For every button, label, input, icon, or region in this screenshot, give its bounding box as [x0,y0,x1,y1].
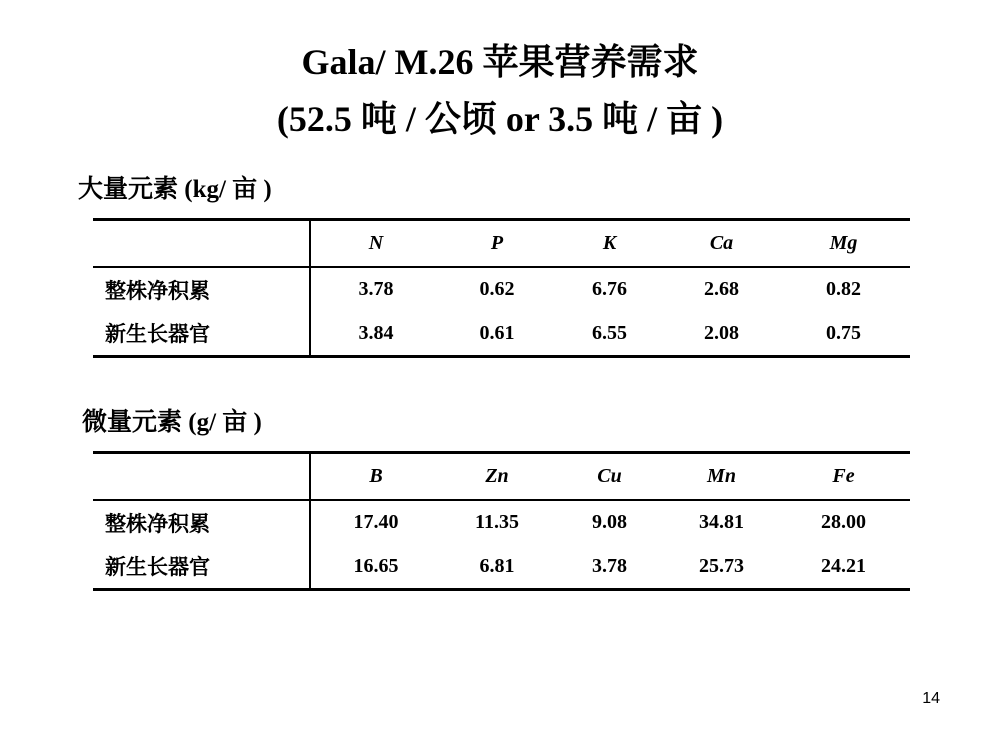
column-header: B [369,464,383,487]
table-row [93,545,910,590]
micro-section-heading: 微量元素 (g/ 亩 ) [82,409,262,436]
table-cell: 6.76 [592,278,627,300]
table-cell: 3.78 [592,554,627,577]
macro-nutrient-table [93,218,910,358]
table-cell: 25.73 [699,554,744,577]
table-header-row [93,220,910,267]
column-header: Mn [707,464,736,487]
row-label: 整株净积累 [93,267,310,312]
column-header: N [368,231,384,254]
table-cell: 2.08 [704,321,739,344]
table-cell: 11.35 [475,511,519,533]
table-cell: 3.78 [358,278,394,300]
table-cell: 6.55 [592,321,627,344]
macro-section-heading: 大量元素 (kg/ 亩 ) [78,176,272,203]
column-header: Fe [832,464,855,487]
table-cell: 28.00 [821,511,866,533]
table-header-row [93,453,910,500]
header-empty-cell [93,453,310,500]
table-cell: 17.40 [353,511,399,533]
column-header: Mg [829,231,858,254]
table-cell: 6.81 [479,554,515,577]
table-row [93,267,910,312]
header-empty-cell [93,220,310,267]
column-header: K [602,231,617,254]
table-cell: 0.82 [826,278,861,300]
row-label: 新生长器官 [93,312,310,357]
table-cell: 24.21 [821,554,866,577]
table-row [93,500,910,545]
table-cell: 0.62 [479,278,515,300]
column-header: Zn [485,464,509,487]
column-header: Cu [597,464,622,487]
row-label: 整株净积累 [93,500,310,545]
table-cell: 9.08 [592,511,627,533]
table-cell: 2.68 [704,278,739,300]
table-cell: 3.84 [358,321,394,344]
page-number: 14 [922,690,940,707]
table-cell: 16.65 [353,554,399,577]
table-cell: 34.81 [699,511,744,533]
table-cell: 0.61 [479,321,515,344]
slide-title-line2: (52.5 吨 / 公顷 or 3.5 吨 / 亩 ) [276,99,724,139]
column-header: P [490,231,504,254]
table-row [93,312,910,357]
slide-title-line1: Gala/ M.26 苹果营养需求 [301,42,699,82]
micro-nutrient-table [93,451,910,591]
table-cell: 0.75 [826,321,861,344]
column-header: Ca [709,231,734,254]
row-label: 新生长器官 [93,545,310,590]
